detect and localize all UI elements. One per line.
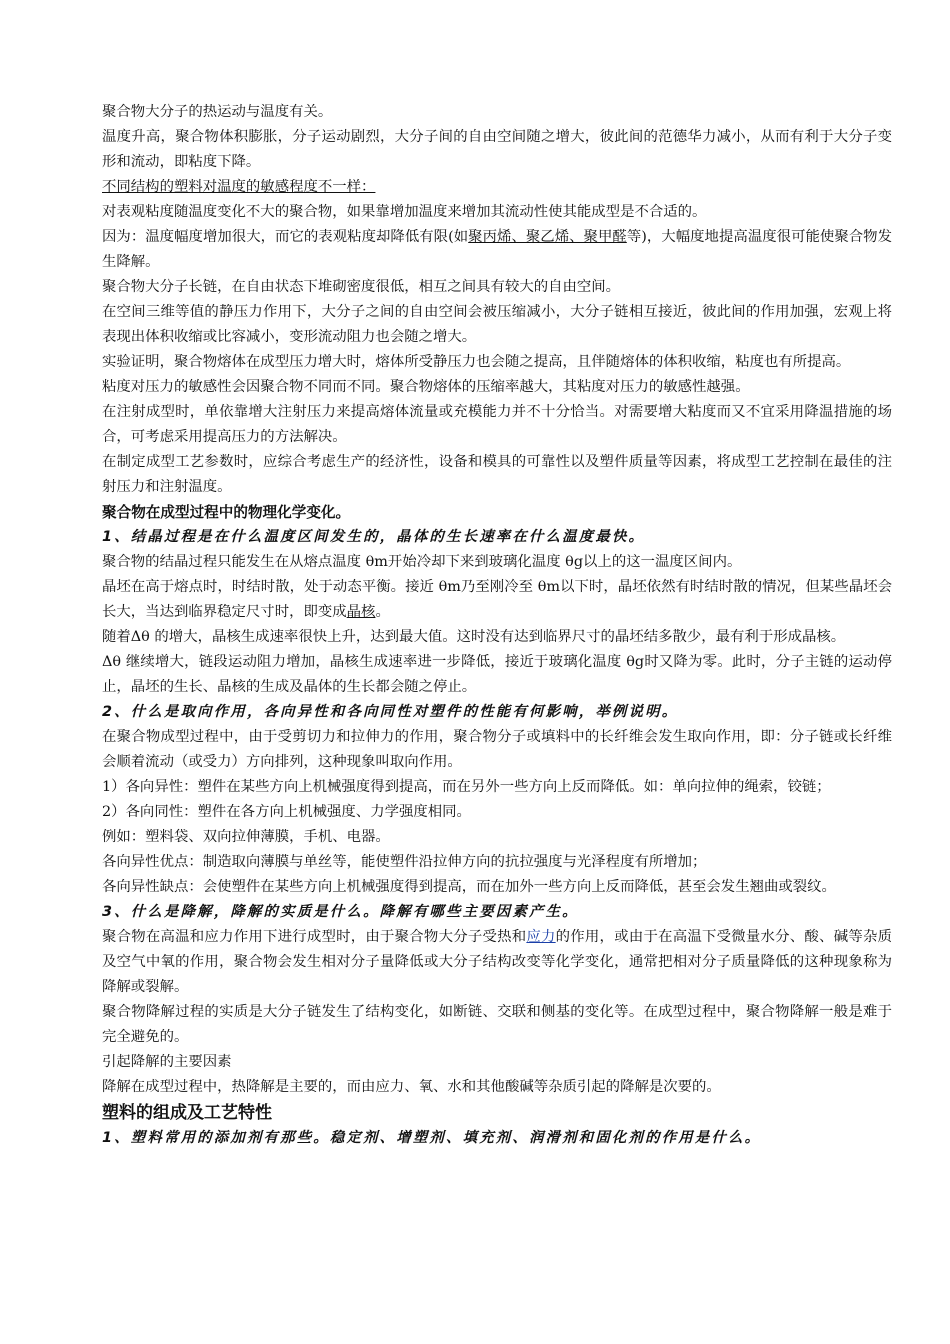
paragraph: 各向异性优点：制造取向薄膜与单丝等，能使塑件沿拉伸方向的抗拉强度与光泽程度有所增加； <box>102 854 707 870</box>
text-run: 因为：温度幅度增加很大，而它的表观粘度却降低有限(如 <box>102 229 469 245</box>
text-run: 晶坯在高于熔点时，时结时散，处于动态平衡。接近 θm乃至刚冷至 θm以下时，晶坯依然有时结时散的情况，但某些晶坯会长大，当达到临界稳定尺寸时，即变成 <box>102 579 892 620</box>
paragraph: 在注射成型时，单依靠增大注射压力来提高熔体流量或充模能力并不十分恰当。对需要增大粘度而又不宜采用降温措施的场合，可考虑采用提高压力的方法解决。 <box>102 404 892 445</box>
paragraph: 聚合物大分子长链，在自由状态下堆砌密度很低，相互之间具有较大的自由空间。 <box>102 279 621 295</box>
paragraph: 在聚合物成型过程中，由于受剪切力和拉伸力的作用，聚合物分子或填料中的长纤维会发生取向作用，即：分子链或长纤维会顺着流动（或受力）方向排列，这种现象叫取向作用。 <box>102 729 892 770</box>
paragraph: 1）各向异性：塑件在某些方向上机械强度得到提高，而在另外一些方向上反而降低。如：单向拉伸的绳索，铰链； <box>102 779 831 795</box>
paragraph: 在制定成型工艺参数时，应综合考虑生产的经济性，设备和模具的可靠性以及塑件质量等因素，将成型工艺控制在最佳的注射压力和注射温度。 <box>102 454 892 495</box>
paragraph: 聚合物降解过程的实质是大分子链发生了结构变化，如断链、交联和侧基的变化等。在成型过程中，聚合物降解一般是难于完全避免的。 <box>102 1004 892 1045</box>
underlined-subheading: 不同结构的塑料对温度的敏感程度不一样： <box>102 179 376 195</box>
underlined-term: 聚丙烯、聚乙烯、聚甲醛 <box>468 229 627 245</box>
paragraph: 各向异性缺点：会使塑件在某些方向上机械强度得到提高，而在加外一些方向上反而降低，甚至会发生翘曲或裂纹。 <box>102 879 836 895</box>
question-heading: 1、塑料常用的添加剂有那些。稳定剂、增塑剂、填充剂、润滑剂和固化剂的作用是什么。 <box>102 1130 762 1146</box>
paragraph: 粘度对压力的敏感性会因聚合物不同而不同。聚合物熔体的压缩率越大，其粘度对压力的敏感性越强。 <box>102 379 750 395</box>
section-heading: 塑料的组成及工艺特性 <box>102 1103 272 1123</box>
paragraph <box>102 225 892 275</box>
paragraph: 实验证明，聚合物熔体在成型压力增大时，熔体所受静压力也会随之提高，且伴随熔体的体积收缩，粘度也有所提高。 <box>102 354 851 370</box>
text-run: 聚合物在高温和应力作用下进行成型时，由于聚合物大分子受热和 <box>102 929 527 945</box>
paragraph: 对表观粘度随温度变化不大的聚合物，如果靠增加温度来增加其流动性使其能成型是不合适的。 <box>102 204 707 220</box>
paragraph: 随着Δθ 的增大，晶核生成速率很快上升，达到最大值。这时没有达到临界尺寸的晶坯结多散少，最有利于形成晶核。 <box>102 629 846 645</box>
paragraph <box>102 925 892 1000</box>
text-run: 的作用，或由于在高温下受微量水分、酸、碱等杂质及空气中氧的作用，聚合物会发生相对分子量降低或大分子结构改变等化学变化，通常把相对分子质量降低的这种现象称为降解或裂解。 <box>102 929 892 995</box>
text-run: 。 <box>375 604 390 620</box>
question-heading: 2、什么是取向作用，各向异性和各向同性对塑件的性能有何影响，举例说明。 <box>102 704 679 720</box>
paragraph: 聚合物大分子的热运动与温度有关。 <box>102 104 333 120</box>
paragraph: 例如：塑料袋、双向拉伸薄膜，手机、电器。 <box>102 829 390 845</box>
paragraph: 在空间三维等值的静压力作用下，大分子之间的自由空间会被压缩减小，大分子链相互接近，彼此间的作用加强，宏观上将表现出体积收缩或比容减小，变形流动阻力也会随之增大。 <box>102 304 892 345</box>
section-heading: 聚合物在成型过程中的物理化学变化。 <box>102 504 351 521</box>
document-page <box>102 100 892 1151</box>
paragraph: 温度升高，聚合物体积膨胀，分子运动剧烈，大分子间的自由空间随之增大，彼此间的范德华力减小，从而有利于大分子变形和流动，即粘度下降。 <box>102 129 892 170</box>
paragraph: 2）各向同性：塑件在各方向上机械强度、力学强度相同。 <box>102 804 471 820</box>
paragraph <box>102 575 892 625</box>
question-heading: 3、什么是降解，降解的实质是什么。降解有哪些主要因素产生。 <box>102 904 579 920</box>
text-run: 等)，大幅度地提高温度很可能使聚合物发生降解。 <box>102 229 892 270</box>
paragraph: Δθ 继续增大，链段运动阻力增加，晶核生成速率进一步降低，接近于玻璃化温度 θg时又降为零。此时，分子主链的运动停止，晶坯的生长、晶核的生成及晶体的生长都会随之停止。 <box>102 654 892 695</box>
underlined-term: 晶核 <box>346 604 376 620</box>
stress-link[interactable]: 应力 <box>526 929 556 945</box>
paragraph: 聚合物的结晶过程只能发生在从熔点温度 θm开始冷却下来到玻璃化温度 θg以上的这一温度区间内。 <box>102 554 742 570</box>
paragraph: 降解在成型过程中，热降解是主要的，而由应力、氧、水和其他酸碱等杂质引起的降解是次要的。 <box>102 1079 721 1095</box>
question-heading: 1、结晶过程是在什么温度区间发生的，晶体的生长速率在什么温度最快。 <box>102 529 646 545</box>
paragraph <box>102 175 892 200</box>
paragraph: 引起降解的主要因素 <box>102 1054 232 1070</box>
